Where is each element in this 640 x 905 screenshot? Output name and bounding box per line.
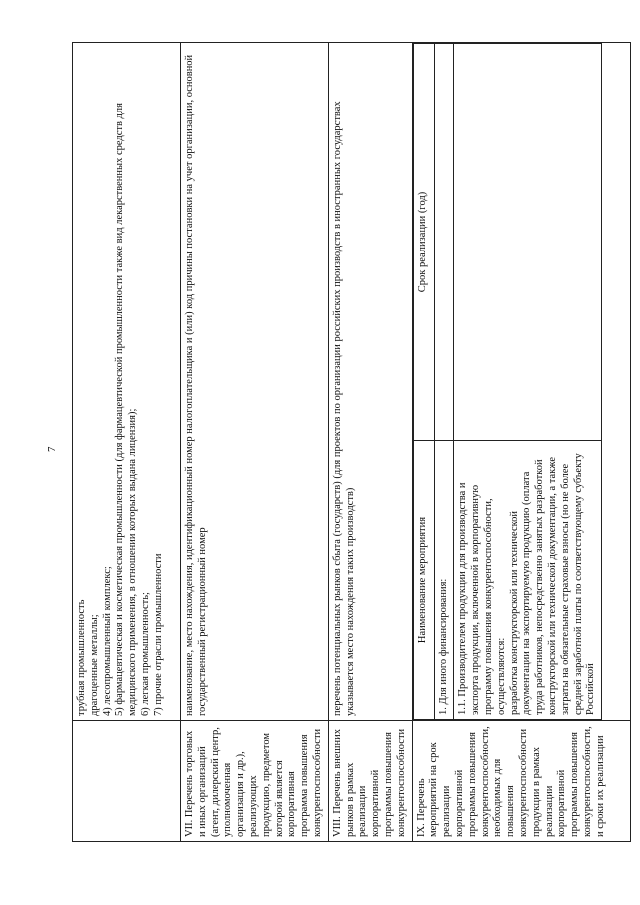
- section-viii-description: перечень потенциальных рынков сбыта (государств) (для проектов по организации российских производств в иностранных государствах указывается место нахождения таких производств): [328, 43, 412, 721]
- section-vii-description: наименование, место нахождения, идентификационный номер налогоплательщика и (или) код причины постановки на учет организации, основной государственный регистрационный номер: [181, 43, 329, 721]
- activity-item-1-1: [454, 441, 602, 720]
- subtable-row: [454, 44, 602, 720]
- section-ix-content: [412, 43, 630, 721]
- industry-line: 6) легкая промышленность;: [139, 592, 151, 716]
- section-viii-title: VIII. Перечень внешних рынков в рамках реализации корпоративной программы повышения конкурентоспособности: [328, 721, 412, 842]
- activity-term-header: Срок реализации (год): [413, 44, 434, 441]
- table-row: [73, 43, 181, 842]
- subtable-header-row: [413, 44, 434, 720]
- activity-term-cell: [434, 44, 454, 441]
- industry-line: 4) лесопромышленный комплекс;: [101, 566, 113, 716]
- table-row: [181, 43, 329, 842]
- industry-line: трубная промышленность: [76, 599, 87, 716]
- program-table: [72, 42, 631, 842]
- industry-line: 5) фармацевтическая и косметическая промышленности (для фармацевтической промышленности также вид лекарственных средств для медицинского применения, в отношении которых выдана лицензия);: [114, 103, 139, 716]
- industry-line: 7) прочие отрасли промышленности: [152, 553, 164, 716]
- section-vii-title: VII. Перечень торговых и иных организаций (агент, дилерский центр, уполномоченная организация и др.), реализующих продукцию, предметом которой является корпоративная программа повышения конкурентоспособности: [181, 721, 329, 842]
- rotated-table-container: [72, 42, 606, 842]
- activity-item-1: 1. Для иного финансирования:: [434, 441, 454, 720]
- section-ix-title: IX. Перечень мероприятий на срок реализации корпоративной программы повышения конкурентоспособности, необходимых для повышения конкурентоспособности продукции в рамках реализации корпоративной программы повышения конкурентоспособности, и сроки их реализации: [412, 721, 630, 842]
- activities-subtable: [413, 43, 603, 720]
- page-number: 7: [46, 446, 58, 452]
- industry-line: драгоценные металлы;: [88, 614, 100, 716]
- table-row: [328, 43, 412, 842]
- row-1-right-cell: [73, 43, 181, 721]
- activity-item-1-1-details: разработка конструкторской или технической документации на экспортируемую продукцию (оплата труда работников, непосредственно занятых разработкой конструкторской или технической документации, а также затраты на обязательные страховые взносы (но не более средней заработной платы по соответствующему субъекту Российской: [508, 453, 597, 715]
- subtable-row: [434, 44, 454, 720]
- row-1-left-cell: [73, 721, 181, 842]
- activity-item-1-1-text: 1.1. Производителем продукции для производства и экспорта продукции, включенной в корпоративную программу повышения конкурентоспособности, осуществляются:: [457, 482, 507, 715]
- table-row: [412, 43, 630, 842]
- activity-name-header: Наименование мероприятия: [413, 441, 434, 720]
- activity-term-cell: [454, 44, 602, 441]
